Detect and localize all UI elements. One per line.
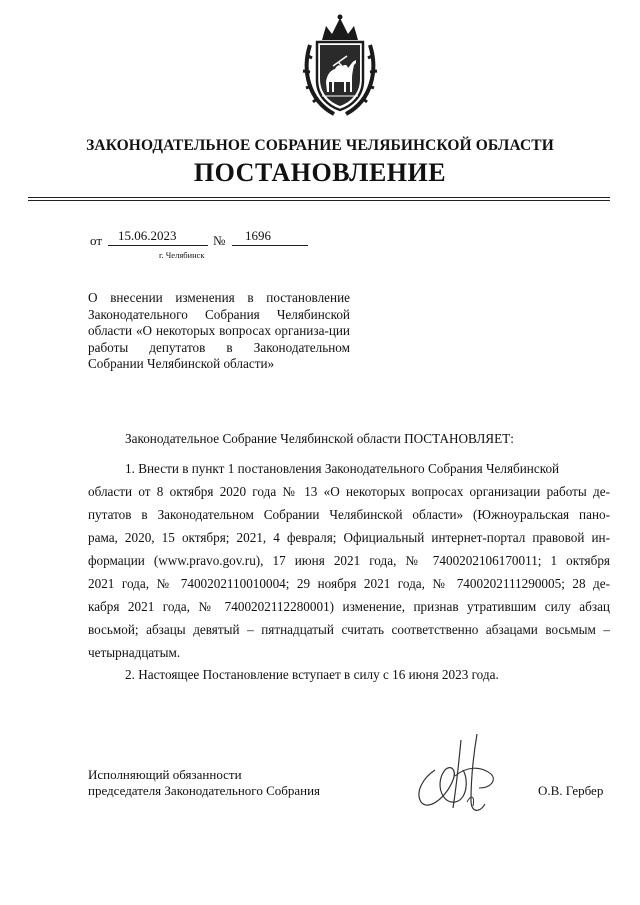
- signatory-name: О.В. Гербер: [538, 783, 604, 798]
- date-prefix: от: [90, 233, 103, 248]
- paragraph-1-line: восьмой; абзацы девятый – пятнадцатый считать соответственно абзацами восьмым –: [88, 622, 610, 637]
- resolution-intro: Законодательное Собрание Челябинской области ПОСТАНОВЛЯЕТ:: [125, 431, 514, 446]
- signatory-position: председателя Законодательного Собрания: [88, 783, 321, 798]
- paragraph-1-line: рама, 2020, 15 октября; 2021, 4 февраля; Официальный интернет-портал правовой ин-: [88, 530, 610, 545]
- paragraph-2: 2. Настоящее Постановление вступает в силу с 16 июня 2023 года.: [125, 667, 499, 682]
- header-rule: [28, 197, 610, 198]
- organization-name: ЗАКОНОДАТЕЛЬНОЕ СОБРАНИЕ ЧЕЛЯБИНСКОЙ ОБЛАСТИ: [86, 137, 554, 154]
- date-underline: [108, 245, 208, 246]
- number-prefix: №: [213, 233, 226, 248]
- handwritten-signature-icon: [405, 730, 515, 820]
- paragraph-1-line: четырнадцатым.: [88, 645, 181, 660]
- chelyabinsk-coat-of-arms-icon: [300, 10, 380, 120]
- paragraph-1-line: кабря 2021 года, № 7400202112280001) изменение, признав утратившим силу абзац: [88, 599, 610, 614]
- header-rule: [28, 200, 610, 201]
- document-date: 15.06.2023: [118, 228, 177, 243]
- paragraph-1-line: 2021 года, № 7400202110010004; 29 ноября 2021 года, № 7400202111290005; 28 де-: [88, 576, 610, 591]
- document-type: ПОСТАНОВЛЕНИЕ: [193, 158, 447, 187]
- paragraph-1-line: области от 8 октября 2020 года № 13 «О некоторых вопросах организации работы де-: [88, 484, 610, 499]
- paragraph-1-line: 1. Внести в пункт 1 постановления Законодательного Собрания Челябинской: [125, 461, 560, 476]
- document-subject: О внесении изменения в постановление Законодательного Собрания Челябинской области «О некоторых вопросах организа-ции работы депутатов в Законодательном Собрании Челябинской области»: [88, 290, 350, 371]
- signatory-position: Исполняющий обязанности: [88, 767, 242, 782]
- paragraph-1-line: формации (www.pravo.gov.ru), 17 июня 2021 года, № 7400202106170011; 1 октября: [88, 553, 610, 568]
- paragraph-1-line: путатов в Законодательном Собрании Челябинской области» (Южноуральская пано-: [88, 507, 610, 522]
- number-underline: [232, 245, 308, 246]
- document-number: 1696: [245, 228, 271, 243]
- document-city: г. Челябинск: [159, 250, 205, 260]
